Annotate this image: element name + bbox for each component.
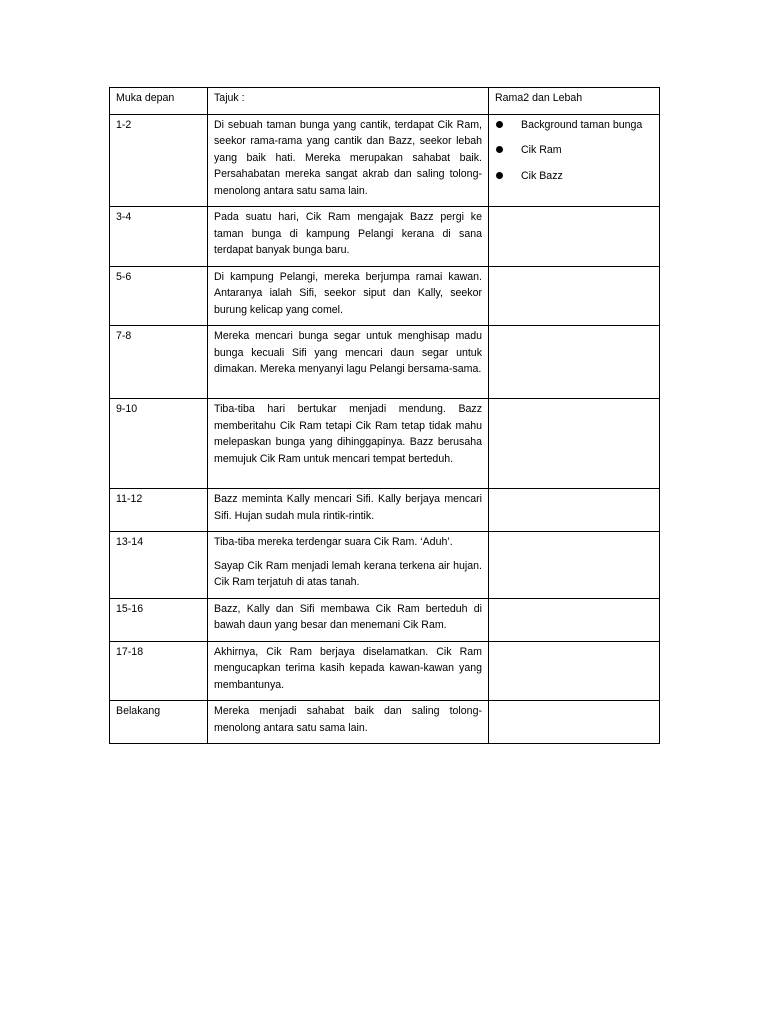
story-paragraph: Pada suatu hari, Cik Ram mengajak Bazz pergi ke taman bunga di kampung Pelangi kerana di sana terdapat banyak bunga baru. xyxy=(214,211,482,256)
page-number-cell: 7-8 xyxy=(110,326,208,399)
notes-bullet-item: Cik Ram xyxy=(495,142,653,159)
notes-cell xyxy=(489,207,660,267)
table-row xyxy=(110,641,660,701)
notes-cell xyxy=(489,701,660,744)
story-paragraph: Bazz meminta Kally mencari Sifi. Kally berjaya mencari Sifi. Hujan sudah mula rintik-rintik. xyxy=(214,493,482,522)
story-text-cell xyxy=(208,326,489,399)
table-row xyxy=(110,598,660,641)
table-header-row xyxy=(110,88,660,115)
story-text-cell xyxy=(208,399,489,489)
story-text-cell xyxy=(208,489,489,532)
story-paragraph: Di sebuah taman bunga yang cantik, terdapat Cik Ram, seekor rama-rama yang cantik dan Bazz, seekor lebah yang baik hati. Mereka merupakan sahabat baik. Persahabatan mereka sangat akrab dan saling tolong-menolong antara satu sama lain. xyxy=(214,118,482,197)
header-page: Muka depan xyxy=(110,88,208,115)
header-title: Tajuk : xyxy=(208,88,489,115)
notes-cell xyxy=(489,266,660,326)
table-row xyxy=(110,399,660,489)
story-paragraph: Tiba-tiba mereka terdengar suara Cik Ram. ‘Aduh’. xyxy=(214,536,453,548)
page-number-cell: 5-6 xyxy=(110,266,208,326)
table-row xyxy=(110,489,660,532)
page-number-cell: 11-12 xyxy=(110,489,208,532)
table-row xyxy=(110,266,660,326)
notes-cell xyxy=(489,641,660,701)
page-number-cell: 15-16 xyxy=(110,598,208,641)
page-number-cell: 3-4 xyxy=(110,207,208,267)
story-paragraph: Bazz, Kally dan Sifi membawa Cik Ram berteduh di bawah daun yang besar dan menemani Cik Ram. xyxy=(214,602,482,631)
story-paragraph: Di kampung Pelangi, mereka berjumpa ramai kawan. Antaranya ialah Sifi, seekor siput dan Kally, seekor burung kelicap yang comel. xyxy=(214,270,482,316)
table-row xyxy=(110,532,660,599)
storyboard-table xyxy=(109,87,660,744)
table-row xyxy=(110,114,660,207)
story-paragraph: Mereka menjadi sahabat baik dan saling tolong-menolong antara satu sama lain. xyxy=(214,705,482,734)
notes-cell xyxy=(489,114,660,207)
story-text-cell xyxy=(208,266,489,326)
storyboard-table-body xyxy=(110,88,660,744)
story-text-cell xyxy=(208,598,489,641)
story-text-cell xyxy=(208,701,489,744)
table-row xyxy=(110,701,660,744)
story-paragraph: Sayap Cik Ram menjadi lemah kerana terkena air hujan. Cik Ram terjatuh di atas tanah. xyxy=(214,559,482,588)
page-number-cell: 9-10 xyxy=(110,399,208,489)
table-row xyxy=(110,207,660,267)
page-number-cell: 17-18 xyxy=(110,641,208,701)
notes-cell xyxy=(489,489,660,532)
story-text-cell xyxy=(208,641,489,701)
page-number-cell: 1-2 xyxy=(110,114,208,207)
story-text-cell xyxy=(208,207,489,267)
story-text-cell xyxy=(208,532,489,599)
notes-cell xyxy=(489,326,660,399)
table-row xyxy=(110,326,660,399)
story-paragraph: Akhirnya, Cik Ram berjaya diselamatkan. Cik Ram mengucapkan terima kasih kepada kawan-kawan yang membantunya. xyxy=(214,645,482,691)
story-paragraph: Mereka mencari bunga segar untuk menghisap madu bunga kecuali Sifi yang mencari daun segar untuk dimakan. Mereka menyanyi lagu Pelangi bersama-sama. xyxy=(214,330,482,375)
page-number-cell: 13-14 xyxy=(110,532,208,599)
notes-cell xyxy=(489,399,660,489)
notes-cell xyxy=(489,532,660,599)
notes-bullet-item: Background taman bunga xyxy=(495,117,653,134)
page-number-cell: Belakang xyxy=(110,701,208,744)
story-paragraph: Tiba-tiba hari bertukar menjadi mendung. Bazz memberitahu Cik Ram tetapi Cik Ram tetap tidak mahu melepaskan bunga yang dihinggapinya. Bazz berusaha memujuk Cik Ram untuk mencari tempat berteduh. xyxy=(214,403,482,465)
header-notes: Rama2 dan Lebah xyxy=(489,88,660,115)
notes-bullet-list xyxy=(495,117,653,185)
notes-bullet-item: Cik Bazz xyxy=(495,168,653,185)
story-text-cell xyxy=(208,114,489,207)
notes-cell xyxy=(489,598,660,641)
